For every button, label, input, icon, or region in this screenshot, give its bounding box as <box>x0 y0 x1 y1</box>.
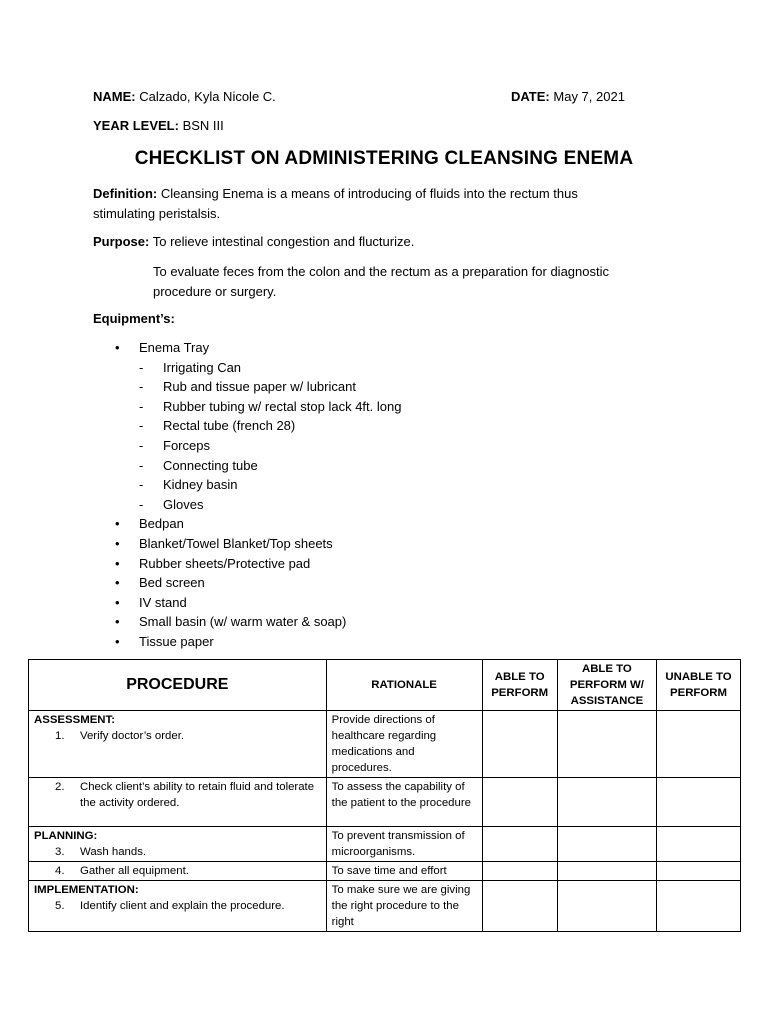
procedure-cell <box>29 711 327 778</box>
purpose-continued <box>153 262 609 301</box>
definition-text-1: Cleansing Enema is a means of introducing of fluids into the rectum thus <box>160 186 578 201</box>
able-checkbox-cell[interactable] <box>482 881 557 932</box>
step-text: Wash hands. <box>80 846 147 858</box>
step-text: Gather all equipment. <box>80 865 189 877</box>
step-number: 2. <box>55 781 65 793</box>
procedure-step <box>34 728 321 744</box>
equipment-subitem: - Rub and tissue paper w/ lubricant <box>93 377 401 397</box>
header-unable-to-perform: UNABLE TO PERFORM <box>657 660 741 711</box>
equipment-subitem: - Irrigating Can <box>93 358 401 378</box>
step-number: 3. <box>55 846 65 858</box>
header-procedure: PROCEDURE <box>29 660 327 711</box>
procedure-step <box>34 863 321 879</box>
procedure-step <box>34 779 321 811</box>
able-checkbox-cell[interactable] <box>482 778 557 827</box>
purpose-paragraph <box>93 232 414 252</box>
procedure-cell <box>29 881 327 932</box>
equipment-item: • Small basin (w/ warm water & soap) <box>93 612 401 632</box>
header-rationale: RATIONALE <box>326 660 482 711</box>
date-value: May 7, 2021 <box>553 89 625 104</box>
rationale-cell: To assess the capability of the patient to the procedure <box>326 778 482 827</box>
header-able-with-assistance: ABLE TO PERFORM W/ ASSISTANCE <box>557 660 656 711</box>
purpose-text-3: procedure or surgery. <box>153 283 277 299</box>
able-checkbox-cell[interactable] <box>482 862 557 881</box>
table-row <box>29 711 741 778</box>
equipment-item: • Blanket/Towel Blanket/Top sheets <box>93 534 401 554</box>
equipment-item: • Bed screen <box>93 573 401 593</box>
purpose-text-2: To evaluate feces from the colon and the rectum as a preparation for diagnostic <box>153 264 609 279</box>
able-checkbox-cell[interactable] <box>482 711 557 778</box>
procedure-step <box>34 898 321 914</box>
unable-checkbox-cell[interactable] <box>657 862 741 881</box>
procedure-checklist-table <box>28 659 741 932</box>
able-assist-checkbox-cell[interactable] <box>557 881 656 932</box>
year-level-label: YEAR LEVEL: <box>93 118 179 133</box>
unable-checkbox-cell[interactable] <box>657 711 741 778</box>
able-checkbox-cell[interactable] <box>482 827 557 862</box>
purpose-label: Purpose: <box>93 234 150 249</box>
procedure-cell <box>29 862 327 881</box>
rationale-cell: To save time and effort <box>326 862 482 881</box>
name-line <box>93 89 276 104</box>
unable-checkbox-cell[interactable] <box>657 881 741 932</box>
name-value: Calzado, Kyla Nicole C. <box>139 89 276 104</box>
able-assist-checkbox-cell[interactable] <box>557 827 656 862</box>
definition-label: Definition: <box>93 186 158 201</box>
rationale-cell: To prevent transmission of microorganisms. <box>326 827 482 862</box>
table-row <box>29 778 741 827</box>
equipment-item: • Tissue paper <box>93 632 401 652</box>
section-label: PLANNING: <box>34 830 98 842</box>
unable-checkbox-cell[interactable] <box>657 778 741 827</box>
equipment-list <box>93 338 401 652</box>
equipment-subitem: - Connecting tube <box>93 456 401 476</box>
equipment-subitem: - Forceps <box>93 436 401 456</box>
equipment-item: • Rubber sheets/Protective pad <box>93 554 401 574</box>
step-number: 5. <box>55 900 65 912</box>
definition-text-2: stimulating peristalsis. <box>93 205 221 221</box>
unable-checkbox-cell[interactable] <box>657 827 741 862</box>
equipment-subitem: - Gloves <box>93 495 401 515</box>
rationale-cell: Provide directions of healthcare regarding medications and procedures. <box>326 711 482 778</box>
document-title: CHECKLIST ON ADMINISTERING CLEANSING ENEMA <box>134 148 634 169</box>
step-text: Verify doctor’s order. <box>80 730 185 742</box>
able-assist-checkbox-cell[interactable] <box>557 862 656 881</box>
table-header-row <box>29 660 741 711</box>
procedure-cell <box>29 827 327 862</box>
equipment-subitem: - Rectal tube (french 28) <box>93 416 401 436</box>
table-row <box>29 881 741 932</box>
equipment-item: • IV stand <box>93 593 401 613</box>
year-level-line <box>93 118 224 133</box>
purpose-text-1: To relieve intestinal congestion and flucturize. <box>152 234 415 249</box>
procedure-cell <box>29 778 327 827</box>
equipment-item: • Enema Tray <box>93 338 401 358</box>
step-number: 4. <box>55 865 65 877</box>
rationale-cell: To make sure we are giving the right procedure to the right <box>326 881 482 932</box>
section-label: IMPLEMENTATION: <box>34 884 139 896</box>
equipment-subitem: - Rubber tubing w/ rectal stop lack 4ft. long <box>93 397 401 417</box>
table-row <box>29 827 741 862</box>
procedure-step <box>34 844 321 860</box>
equipment-heading: Equipment’s: <box>93 311 175 326</box>
able-assist-checkbox-cell[interactable] <box>557 778 656 827</box>
header-able-to-perform: ABLE TO PERFORM <box>482 660 557 711</box>
able-assist-checkbox-cell[interactable] <box>557 711 656 778</box>
name-label: NAME: <box>93 89 136 104</box>
date-line <box>511 89 625 104</box>
date-label: DATE: <box>511 89 550 104</box>
table-row <box>29 862 741 881</box>
step-number: 1. <box>55 730 65 742</box>
equipment-subitem: - Kidney basin <box>93 475 401 495</box>
year-level-value: BSN III <box>182 118 224 133</box>
step-text: Identify client and explain the procedure. <box>80 900 285 912</box>
section-label: ASSESSMENT: <box>34 714 116 726</box>
step-text: Check client’s ability to retain fluid and tolerate the activity ordered. <box>80 781 315 809</box>
definition-paragraph <box>93 184 578 223</box>
equipment-item: • Bedpan <box>93 514 401 534</box>
